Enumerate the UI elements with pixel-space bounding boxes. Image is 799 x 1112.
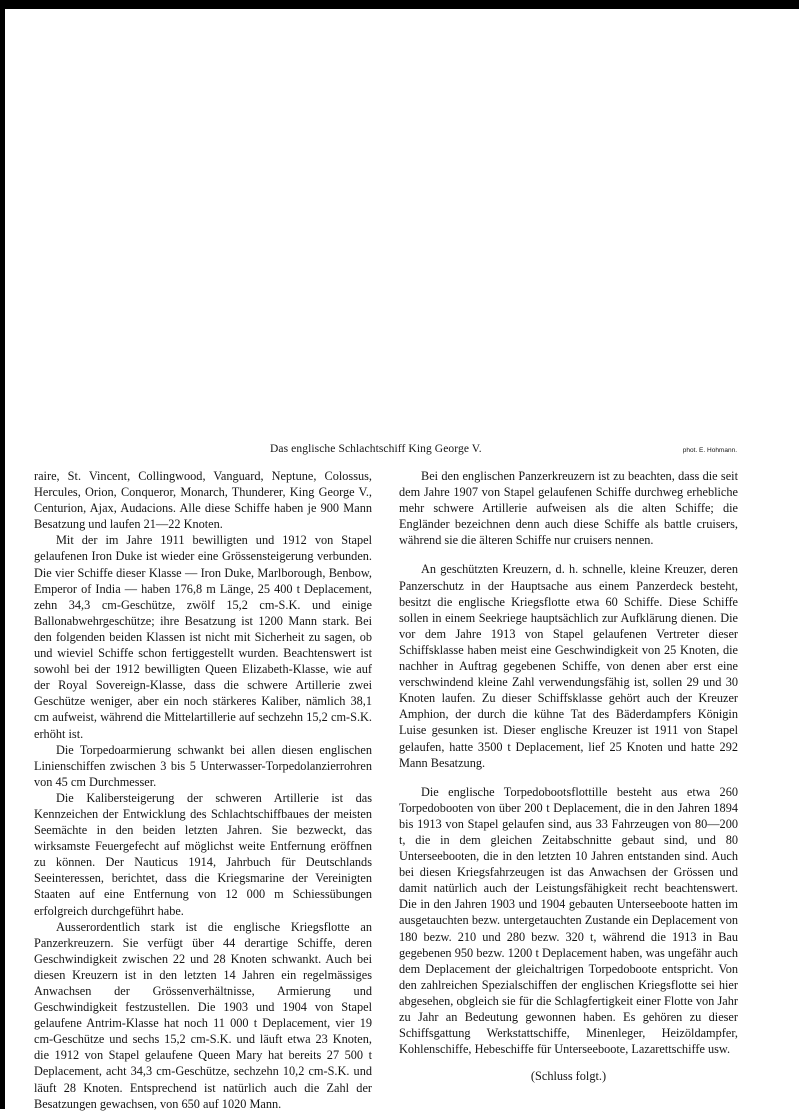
scan-top-border [0, 0, 799, 9]
paragraph: Die Torpedoarmierung schwankt bei allen diesen englischen Linienschiffen zwischen 3 bis 5 Unterwasser-Torpedolanzierrohren von 45 cm Durchmesser. [34, 742, 372, 789]
paragraph: An geschützten Kreuzern, d. h. schnelle, kleine Kreuzer, deren Panzerschutz in der Hauptsache aus einem Panzerdeck besteht, besitzt die englische Kriegsflotte etwa 60 Schiffe. Diese Schiffe sollen in einem Seekriege hauptsächlich zur Aufklärung dienen. Die vor dem Jahre 1913 von Stapel gelaufenen Vertreter dieser Schiffsklasse haben meist eine Geschwindigkeit von 25 Knoten, die nachher in Auftrag gegebenen Schiffe, von denen aber erst eine verschwindend kleine Zahl verwendungsfähig ist, sollen 29 und 30 Knoten laufen. Zu dieser Schiffsklasse gehört auch der Kreuzer Amphion, der durch die kühne Tat des Bäderdampfers Königin Luise gesunken ist. Dieser englische Kreuzer ist 1911 von Stapel gelaufen, hatte 3500 t Deplacement, lief 25 Knoten und hatte 292 Mann Besatzung. [399, 562, 738, 770]
paragraph: Die Kalibersteigerung der schweren Artillerie ist das Kennzeichen der Entwicklung des Schlachtschiffbaues der meisten Seemächte in den beiden letzten Jahren. Sie bezweckt, das wirksamste Feuergefecht auf möglichst weite Entfernung eröffnen zu können. Der Nauticus 1914, Jahrbuch für Deutschlands Seeinteressen, berichtet, dass die Kriegsmarine der Vereinigten Staaten auf eine Entfernung von 12 000 m Schiessübungen erfolgreich durchgeführt habe. [34, 790, 372, 918]
scan-left-border [0, 0, 5, 1109]
photo-credit: phot. E. Hohmann. [682, 447, 737, 454]
paragraph: Ausserordentlich stark ist die englische Kriegsflotte an Panzerkreuzern. Sie verfügt über 44 derartige Schiffe, deren Geschwindigkeit zwischen 22 und 28 Knoten schwankt. Auch bei diesen Kreuzern ist in den letzten 14 Jahren ein regelmässiges Anwachsen der Grössenverhältnisse, Armierung und Geschwindigkeit festzustellen. Die 1903 und 1904 von Stapel gelaufene Antrim-Klasse hat noch 11 000 t Deplacement, vier 19 cm-Geschütze und sechs 15,2 cm-S.K. und läuft etwa 23 Knoten, die 1912 von Stapel gelaufene Queen Mary hat bereits 27 500 t Deplacement, acht 34,3 cm-Geschütze, sechzehn 10,2 cm-S.K. und läuft 28 Knoten. Entsprechend ist natürlich auch die Zahl der Besatzungen gewachsen, von 650 auf 1020 Mann. [34, 919, 372, 1111]
photo-area [10, 12, 790, 432]
right-column [399, 468, 738, 1084]
left-column [34, 468, 372, 1112]
paragraph: raire, St. Vincent, Collingwood, Vanguard, Neptune, Colossus, Hercules, Orion, Conqueror, Monarch, Thunderer, King George V., Centurion, Ajax, Audacions. Alle diese Schiffe haben je 900 Mann Besatzung und laufen 21—22 Knoten. [34, 469, 372, 532]
paragraph: Die englische Torpedobootsflottille besteht aus etwa 260 Torpedobooten von über 200 t Deplacement, die in den Jahren 1894 bis 1913 von Stapel gelaufen sind, aus 33 Fahrzeugen von 80—200 t, die in dem gleichen Zeitabschnitte gebaut sind, und 80 Unterseebooten, die in den letzten 10 Jahren entstanden sind. Auch bei diesen Kriegsfahrzeugen ist das Anwachsen der Grössen und damit natürlich auch der Leistungsfähigkeit recht beachtenswert. Die in den Jahren 1903 und 1904 gebauten Unterseeboote hatten im ausgetauchten bezw. untergetauchten Zustande ein Deplacement von 180 bezw. 210 und 280 bezw. 320 t, während die 1913 in Bau gegebenen 950 bezw. 1200 t Deplacement haben, was ungefähr auch dem Deplacement der gleichaltrigen Torpedoboote entspricht. Von den zahlreichen Spezialschiffen der englischen Kriegsflotte sei hier abgesehen, obgleich sie für die Schlagfertigkeit einer Flotte von Jahr zu Jahr an Bedeutung gewonnen haben. Es gehören zu dieser Schiffsgattung Werkstattschiffe, Minenleger, Heizöldampfer, Kohlenschiffe, Hebeschiffe für Unterseeboote, Lazarettschiffe usw. [399, 784, 738, 1057]
paragraph: Bei den englischen Panzerkreuzern ist zu beachten, dass die seit dem Jahre 1907 von Stapel gelaufenen Schiffe durchweg erhebliche mehr schwere Artillerie aufweisen als die alten Schiffe; die Engländer bezeichnen denn auch diese Schiffe als battle cruisers, während sie die älteren Schiffe nur cruisers nennen. [399, 469, 738, 548]
paragraph: Mit der im Jahre 1911 bewilligten und 1912 von Stapel gelaufenen Iron Duke ist wieder eine Grössensteigerung verbunden. Die vier Schiffe dieser Klasse — Iron Duke, Marlborough, Benbow, Emperor of India — haben 176,8 m Länge, 25 400 t Deplacement, zehn 34,3 cm-Geschütze, zwölf 15,2 cm-S.K. und einige Ballonabwehrgeschütze; ihre Besatzung ist 1200 Mann stark. Bei den folgenden beiden Klassen ist nicht mit Sicherheit zu sagen, ob und wieviel Schiffe schon fertiggestellt wurden. Beachtenswert ist sowohl bei der 1912 bewilligten Queen Elizabeth-Klasse, wie auf der Royal Sovereign-Klasse, dass die schwere Artillerie zwei Geschütze weniger, aber ein noch stärkeres Kaliber, nämlich 38,1 cm aufweist, während die Mittelartillerie auf sechzehn 15,2 cm-S.K. erhöht ist. [34, 533, 372, 741]
closing-note: (Schluss folgt.) [530, 1069, 607, 1084]
figure-caption: Das englische Schlachtschiff King George V. [270, 443, 482, 455]
